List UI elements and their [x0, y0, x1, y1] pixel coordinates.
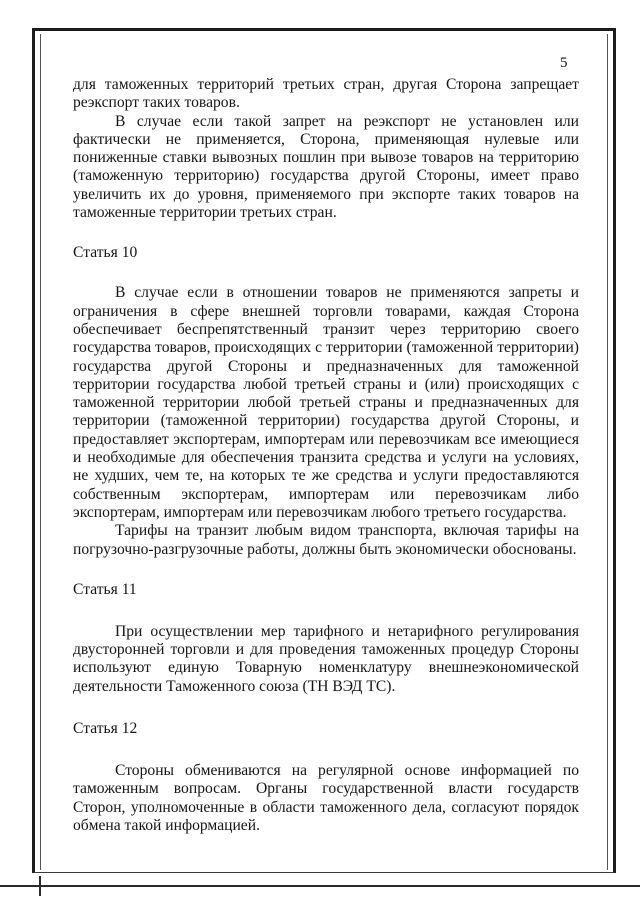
article-heading-11: Статья 11: [73, 580, 137, 598]
page-number: 5: [560, 55, 568, 71]
paragraph: В случае если такой запрет на реэкспорт не установлен или фактически не применяется, Сторона, применяющая нулевые или пониженные ставки вывозных пошлин при вывозе товаров на территорию (таможенную территорию) государства другой Стороны, имеет право увеличить их до уровня, применяемого при экспорте таких товаров на таможенные территории третьих стран.: [73, 112, 579, 222]
paragraph: Стороны обмениваются на регулярной основе информацией по таможенным вопросам. Органы государственной власти государств Сторон, уполномоченные в области таможенного дела, согласуют порядок обмена такой информацией.: [73, 762, 579, 834]
article-heading-12: Статья 12: [73, 720, 138, 738]
paragraph: При осуществлении мер тарифного и нетарифного регулирования двусторонней торговли и для проведения таможенных процедур Стороны используют единую Товарную номенклатуру внешнеэкономической деятельности Таможенного союза (ТН ВЭД ТС).: [73, 622, 579, 695]
paragraph: Тарифы на транзит любым видом транспорта, включая тарифы на погрузочно-разгрузочные работы, должны быть экономически обоснованы.: [73, 522, 579, 558]
border-inner-right: [607, 34, 608, 870]
paragraph: В случае если в отношении товаров не применяются запреты и ограничения в сфере внешней торговли товарами, каждая Сторона обеспечивает беспрепятственный транзит через территорию своего государства товаров, происходящих с территории (таможенной территории) государства другой Стороны и предназначенных для таможенной территории государства любой третьей страны и (или) происходящих с таможенной территории любой третьей страны и предназначенных для территории (таможенной территории) государства другой Стороны, и предоставляет экспортерам, импортерам или перевозчикам все имеющиеся и необходимые для обеспечения транзита средства и услуги на условиях, не худших, чем те, на которых те же средства и услуги предоставляются собственным экспортерам, импортерам или перевозчикам либо экспортерам, импортерам или перевозчикам любого третьего государства.: [73, 284, 579, 521]
article-heading-10: Статья 10: [73, 244, 138, 262]
paragraph-continuation: для таможенных территорий третьих стран, другая Сторона запрещает реэкспорт таких товаров.: [73, 76, 579, 112]
border-inner-left: [40, 34, 41, 870]
bottom-tick: [39, 876, 41, 896]
document-body: [73, 76, 579, 835]
bottom-rule: [0, 885, 640, 887]
